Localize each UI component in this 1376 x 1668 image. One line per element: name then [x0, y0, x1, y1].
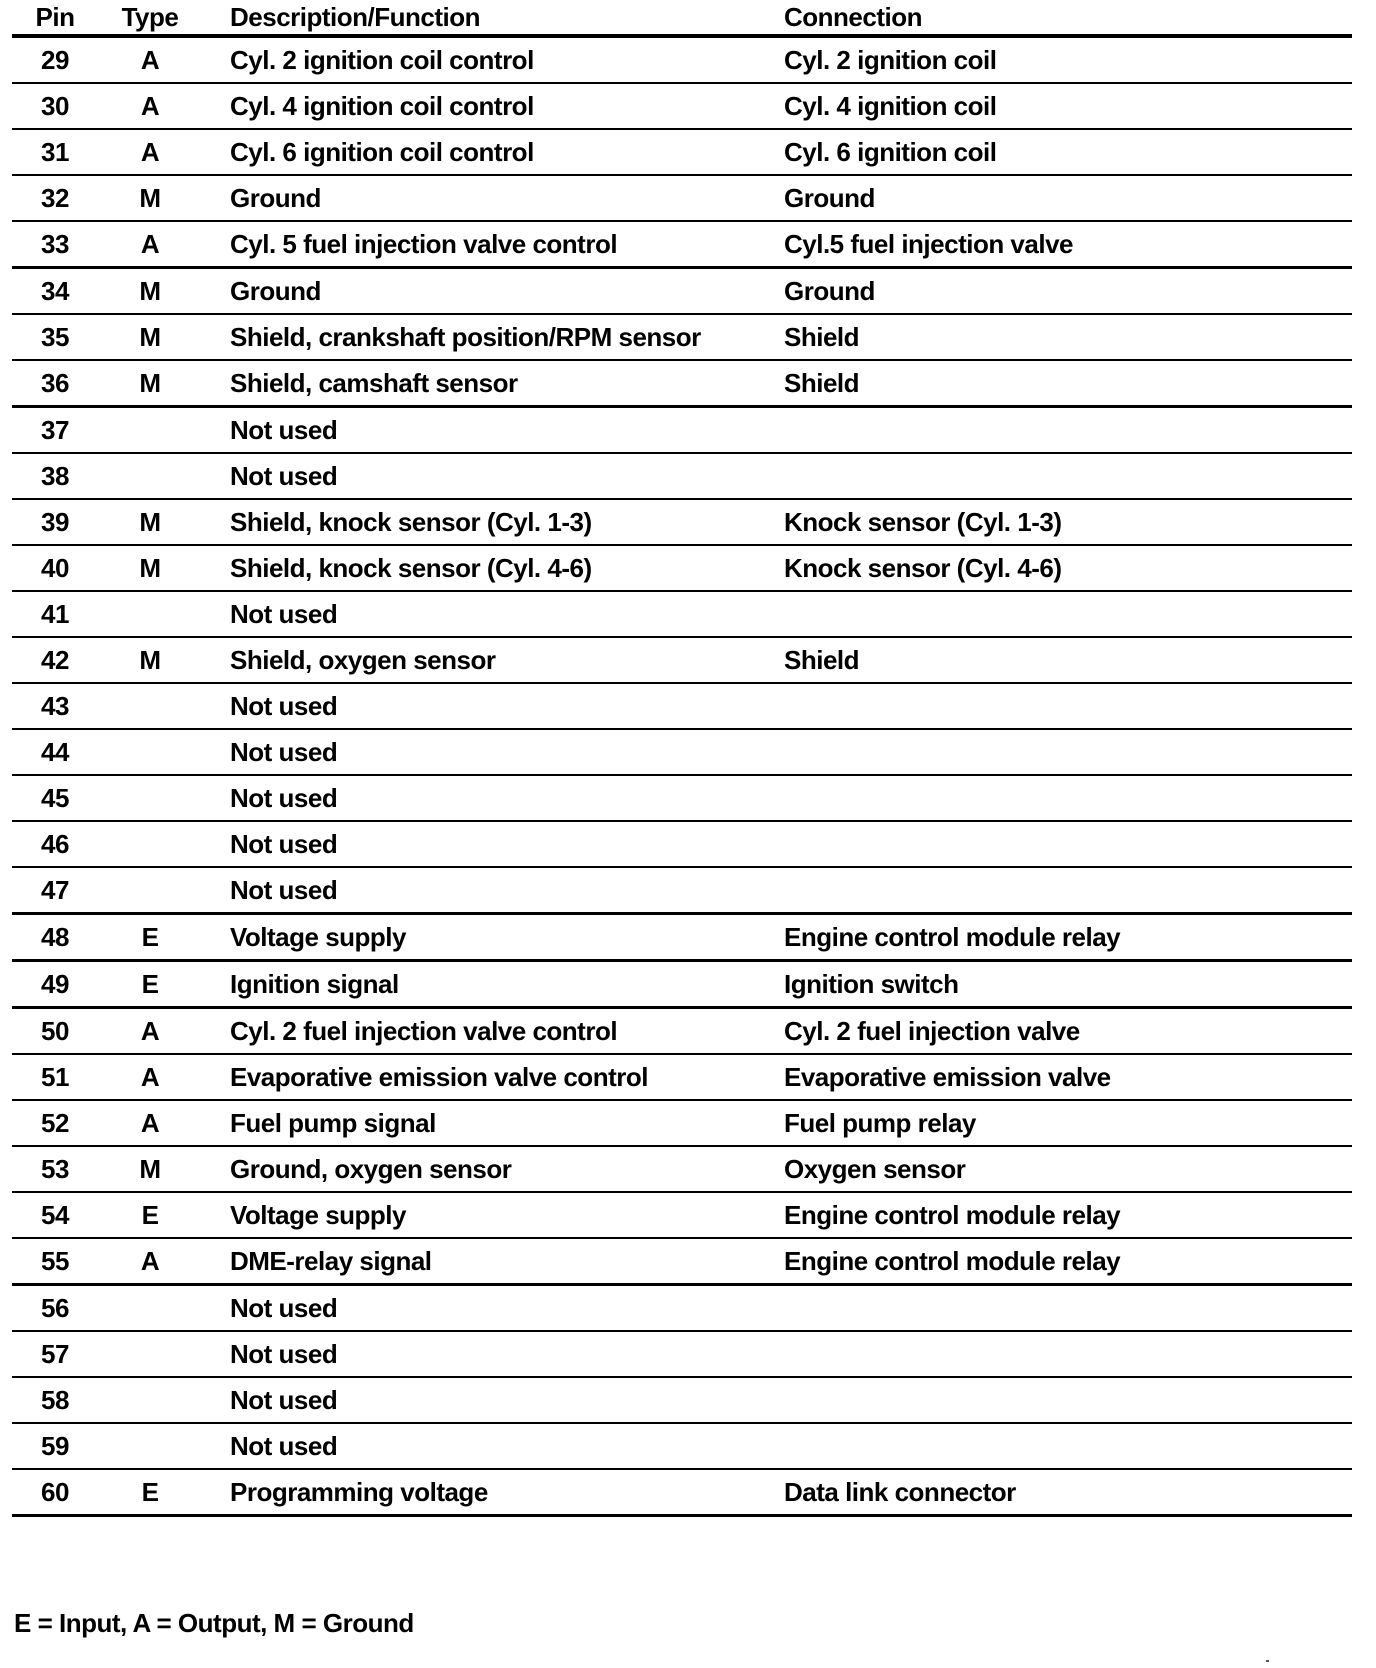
- description-cell: Not used: [202, 407, 770, 454]
- pin-cell: 49: [12, 961, 98, 1008]
- pin-cell: 45: [12, 775, 98, 821]
- table-body: [12, 36, 1352, 1516]
- type-cell: [98, 729, 202, 775]
- description-cell: Cyl. 6 ignition coil control: [202, 129, 770, 175]
- connection-cell: Cyl. 2 ignition coil: [770, 36, 1352, 83]
- pin-cell: 56: [12, 1285, 98, 1332]
- table-row: [12, 453, 1352, 499]
- description-cell: Not used: [202, 821, 770, 867]
- type-cell: M: [98, 499, 202, 545]
- connection-cell: [770, 867, 1352, 914]
- pin-cell: 31: [12, 129, 98, 175]
- pin-cell: 51: [12, 1054, 98, 1100]
- connection-cell: [770, 1331, 1352, 1377]
- table-row: [12, 821, 1352, 867]
- pin-cell: 58: [12, 1377, 98, 1423]
- type-cell: A: [98, 36, 202, 83]
- table-row: [12, 637, 1352, 683]
- description-cell: Shield, knock sensor (Cyl. 1-3): [202, 499, 770, 545]
- connection-cell: Ignition switch: [770, 961, 1352, 1008]
- pin-cell: 46: [12, 821, 98, 867]
- table-row: [12, 314, 1352, 360]
- type-cell: M: [98, 545, 202, 591]
- description-cell: Shield, knock sensor (Cyl. 4-6): [202, 545, 770, 591]
- description-cell: Not used: [202, 683, 770, 729]
- type-cell: A: [98, 83, 202, 129]
- connection-cell: Data link connector: [770, 1469, 1352, 1516]
- pin-cell: 54: [12, 1192, 98, 1238]
- table-row: [12, 499, 1352, 545]
- pin-cell: 53: [12, 1146, 98, 1192]
- type-cell: M: [98, 360, 202, 407]
- connection-cell: [770, 591, 1352, 637]
- description-cell: Fuel pump signal: [202, 1100, 770, 1146]
- description-cell: Cyl. 2 fuel injection valve control: [202, 1008, 770, 1055]
- pin-cell: 57: [12, 1331, 98, 1377]
- scan-speck: [1266, 1660, 1269, 1662]
- type-cell: [98, 407, 202, 454]
- connection-cell: Ground: [770, 268, 1352, 315]
- connection-cell: [770, 453, 1352, 499]
- table-row: [12, 1285, 1352, 1332]
- description-cell: Not used: [202, 591, 770, 637]
- connection-cell: [770, 1377, 1352, 1423]
- type-cell: [98, 683, 202, 729]
- type-cell: M: [98, 1146, 202, 1192]
- connection-cell: Shield: [770, 314, 1352, 360]
- description-cell: Not used: [202, 1285, 770, 1332]
- type-legend: E = Input, A = Output, M = Ground: [14, 1608, 414, 1638]
- connection-cell: Cyl. 4 ignition coil: [770, 83, 1352, 129]
- pin-cell: 38: [12, 453, 98, 499]
- table-row: [12, 1331, 1352, 1377]
- connection-cell: Engine control module relay: [770, 914, 1352, 961]
- pin-cell: 33: [12, 221, 98, 268]
- table-row: [12, 729, 1352, 775]
- table-row: [12, 914, 1352, 961]
- connection-cell: [770, 821, 1352, 867]
- description-cell: Shield, oxygen sensor: [202, 637, 770, 683]
- pin-cell: 47: [12, 867, 98, 914]
- type-cell: [98, 1285, 202, 1332]
- pin-cell: 50: [12, 1008, 98, 1055]
- table-row: [12, 683, 1352, 729]
- type-cell: A: [98, 1238, 202, 1285]
- description-cell: Cyl. 5 fuel injection valve control: [202, 221, 770, 268]
- table-row: [12, 1377, 1352, 1423]
- table-row: [12, 1146, 1352, 1192]
- connection-cell: Oxygen sensor: [770, 1146, 1352, 1192]
- header-connection: Connection: [770, 0, 1352, 36]
- description-cell: Voltage supply: [202, 914, 770, 961]
- table-row: [12, 867, 1352, 914]
- type-cell: [98, 775, 202, 821]
- connection-cell: [770, 1423, 1352, 1469]
- pin-cell: 55: [12, 1238, 98, 1285]
- connection-cell: Fuel pump relay: [770, 1100, 1352, 1146]
- description-cell: Ignition signal: [202, 961, 770, 1008]
- description-cell: Programming voltage: [202, 1469, 770, 1516]
- table-row: [12, 545, 1352, 591]
- pin-assignment-table: [12, 0, 1352, 1517]
- table-row: [12, 1192, 1352, 1238]
- description-cell: Not used: [202, 775, 770, 821]
- type-cell: [98, 1423, 202, 1469]
- type-cell: E: [98, 961, 202, 1008]
- type-cell: [98, 1331, 202, 1377]
- table-row: [12, 360, 1352, 407]
- header-row: [12, 0, 1352, 36]
- table-row: [12, 129, 1352, 175]
- table-row: [12, 1469, 1352, 1516]
- type-cell: [98, 821, 202, 867]
- description-cell: Cyl. 4 ignition coil control: [202, 83, 770, 129]
- pin-cell: 60: [12, 1469, 98, 1516]
- connection-cell: Shield: [770, 637, 1352, 683]
- description-cell: Shield, crankshaft position/RPM sensor: [202, 314, 770, 360]
- table-row: [12, 775, 1352, 821]
- description-cell: Not used: [202, 1377, 770, 1423]
- table-row: [12, 1423, 1352, 1469]
- connection-cell: Engine control module relay: [770, 1238, 1352, 1285]
- description-cell: Ground: [202, 268, 770, 315]
- type-cell: E: [98, 1192, 202, 1238]
- connection-cell: Cyl. 2 fuel injection valve: [770, 1008, 1352, 1055]
- description-cell: Ground: [202, 175, 770, 221]
- pin-cell: 52: [12, 1100, 98, 1146]
- type-cell: [98, 591, 202, 637]
- description-cell: Not used: [202, 453, 770, 499]
- description-cell: Shield, camshaft sensor: [202, 360, 770, 407]
- header-description: Description/Function: [202, 0, 770, 36]
- description-cell: Ground, oxygen sensor: [202, 1146, 770, 1192]
- pin-cell: 42: [12, 637, 98, 683]
- type-cell: A: [98, 129, 202, 175]
- table-row: [12, 1100, 1352, 1146]
- description-cell: Not used: [202, 1331, 770, 1377]
- pin-cell: 30: [12, 83, 98, 129]
- type-cell: E: [98, 914, 202, 961]
- pin-cell: 29: [12, 36, 98, 83]
- connection-cell: [770, 683, 1352, 729]
- type-cell: [98, 1377, 202, 1423]
- description-cell: DME-relay signal: [202, 1238, 770, 1285]
- table-row: [12, 175, 1352, 221]
- pin-cell: 32: [12, 175, 98, 221]
- description-cell: Evaporative emission valve control: [202, 1054, 770, 1100]
- description-cell: Voltage supply: [202, 1192, 770, 1238]
- connection-cell: [770, 729, 1352, 775]
- pin-cell: 59: [12, 1423, 98, 1469]
- connection-cell: [770, 775, 1352, 821]
- connection-cell: [770, 407, 1352, 454]
- type-cell: A: [98, 221, 202, 268]
- table-row: [12, 1054, 1352, 1100]
- pin-cell: 40: [12, 545, 98, 591]
- pin-cell: 41: [12, 591, 98, 637]
- type-cell: M: [98, 175, 202, 221]
- table-header: [12, 0, 1352, 36]
- pin-cell: 39: [12, 499, 98, 545]
- type-cell: [98, 453, 202, 499]
- table-row: [12, 1008, 1352, 1055]
- description-cell: Not used: [202, 729, 770, 775]
- header-type: Type: [98, 0, 202, 36]
- pin-cell: 35: [12, 314, 98, 360]
- connection-cell: Engine control module relay: [770, 1192, 1352, 1238]
- type-cell: A: [98, 1100, 202, 1146]
- description-cell: Not used: [202, 1423, 770, 1469]
- connection-cell: Knock sensor (Cyl. 1-3): [770, 499, 1352, 545]
- type-cell: A: [98, 1054, 202, 1100]
- connection-cell: Cyl.5 fuel injection valve: [770, 221, 1352, 268]
- pin-cell: 37: [12, 407, 98, 454]
- table-row: [12, 221, 1352, 268]
- description-cell: Not used: [202, 867, 770, 914]
- connection-cell: [770, 1285, 1352, 1332]
- connection-cell: Shield: [770, 360, 1352, 407]
- connection-cell: Ground: [770, 175, 1352, 221]
- connection-cell: Evaporative emission valve: [770, 1054, 1352, 1100]
- table-row: [12, 591, 1352, 637]
- pin-cell: 43: [12, 683, 98, 729]
- header-pin: Pin: [12, 0, 98, 36]
- pin-cell: 48: [12, 914, 98, 961]
- type-cell: M: [98, 314, 202, 360]
- type-cell: M: [98, 637, 202, 683]
- pin-cell: 34: [12, 268, 98, 315]
- table-row: [12, 36, 1352, 83]
- table-row: [12, 1238, 1352, 1285]
- table-row: [12, 268, 1352, 315]
- connection-cell: Cyl. 6 ignition coil: [770, 129, 1352, 175]
- connection-cell: Knock sensor (Cyl. 4-6): [770, 545, 1352, 591]
- type-cell: E: [98, 1469, 202, 1516]
- table-row: [12, 961, 1352, 1008]
- type-cell: A: [98, 1008, 202, 1055]
- pin-cell: 36: [12, 360, 98, 407]
- type-cell: M: [98, 268, 202, 315]
- table-row: [12, 83, 1352, 129]
- description-cell: Cyl. 2 ignition coil control: [202, 36, 770, 83]
- type-cell: [98, 867, 202, 914]
- pin-cell: 44: [12, 729, 98, 775]
- table-row: [12, 407, 1352, 454]
